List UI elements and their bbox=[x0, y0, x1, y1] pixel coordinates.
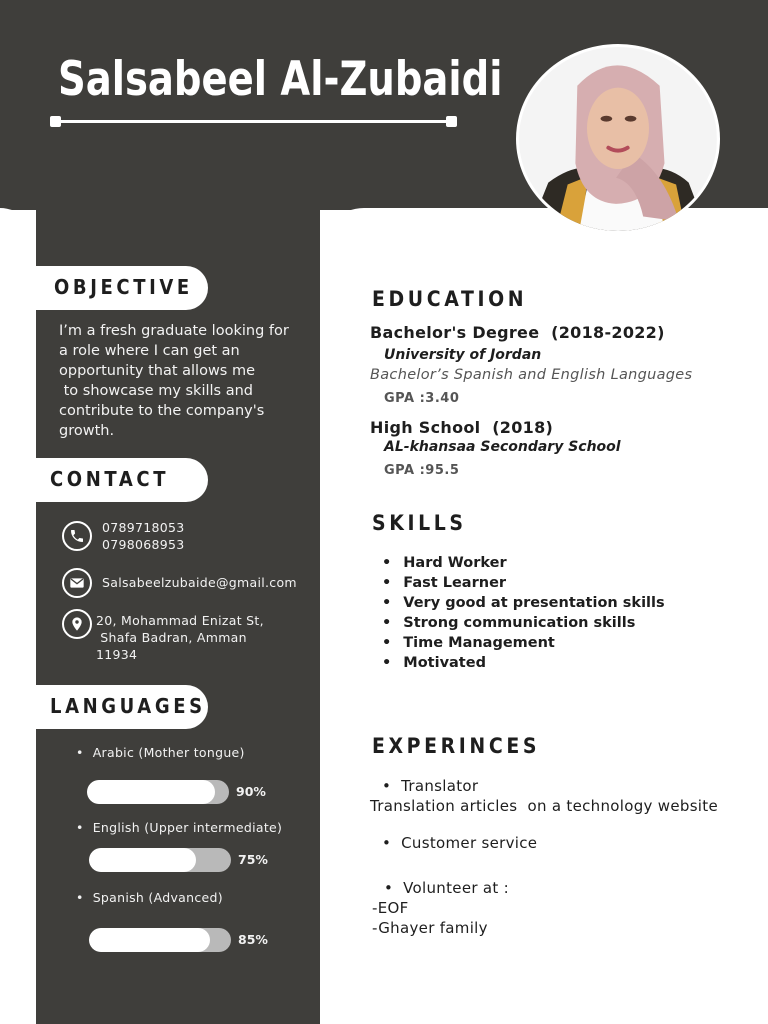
skill-item: • Time Management bbox=[382, 633, 665, 653]
experience-translator: • Translator bbox=[382, 777, 478, 795]
highschool-institution: AL-khansaa Secondary School bbox=[384, 439, 621, 455]
language-percent-english: 75% bbox=[238, 852, 268, 867]
contact-heading: CONTACT bbox=[50, 467, 170, 491]
language-percent-spanish: 85% bbox=[238, 932, 268, 947]
bachelor-institution: University of Jordan bbox=[384, 347, 542, 363]
objective-line: to showcase my skills and bbox=[59, 383, 253, 399]
language-bar-english bbox=[89, 848, 231, 872]
language-bar-arabic bbox=[87, 780, 229, 804]
skills-list bbox=[382, 553, 665, 673]
objective-line: I’m a fresh graduate looking for bbox=[59, 323, 289, 339]
language-bar-fill bbox=[87, 780, 215, 804]
phone-icon bbox=[62, 521, 92, 551]
phone-number-2[interactable]: 0798068953 bbox=[102, 537, 185, 552]
language-bar-fill bbox=[89, 848, 196, 872]
objective-line: growth. bbox=[59, 423, 115, 439]
objective-heading: OBJECTIVE bbox=[54, 275, 193, 299]
objective-line: a role where I can get an bbox=[59, 343, 240, 359]
email-address[interactable]: Salsabeelzubaide@gmail.com bbox=[102, 575, 297, 590]
candidate-name: Salsabeel Al-Zubaidi bbox=[58, 52, 503, 107]
underline-left-cap bbox=[50, 116, 61, 127]
left-white-strip bbox=[0, 208, 36, 1024]
phone-numbers bbox=[102, 519, 185, 553]
education-heading: EDUCATION bbox=[372, 287, 528, 311]
profile-photo bbox=[516, 44, 720, 234]
address-line: 11934 bbox=[96, 647, 138, 662]
skill-item: • Motivated bbox=[382, 653, 665, 673]
bachelor-degree: Bachelor's Degree (2018-2022) bbox=[370, 323, 665, 342]
objective-line: opportunity that allows me bbox=[59, 363, 256, 379]
volunteer-org: -EOF bbox=[372, 899, 409, 917]
objective-text bbox=[59, 321, 299, 441]
location-pin-icon bbox=[62, 609, 92, 639]
volunteer-org: -Ghayer family bbox=[372, 919, 488, 937]
experience-volunteer: • Volunteer at : bbox=[384, 879, 509, 897]
skills-heading: SKILLS bbox=[372, 511, 467, 535]
address-line: 20, Mohammad Enizat St, bbox=[96, 613, 264, 628]
language-bar-spanish bbox=[89, 928, 231, 952]
skill-item: • Strong communication skills bbox=[382, 613, 665, 633]
language-item-arabic: • Arabic (Mother tongue) bbox=[76, 745, 245, 760]
address bbox=[96, 612, 264, 663]
languages-heading: LANGUAGES bbox=[50, 694, 206, 718]
highschool-degree: High School (2018) bbox=[370, 418, 554, 437]
highschool-gpa: GPA :95.5 bbox=[384, 463, 460, 478]
bachelor-major: Bachelor’s Spanish and English Languages bbox=[370, 367, 693, 383]
language-bar-fill bbox=[89, 928, 210, 952]
experiences-heading: EXPERINCES bbox=[372, 734, 541, 758]
skill-item: • Very good at presentation skills bbox=[382, 593, 665, 613]
experience-customer-service: • Customer service bbox=[382, 834, 537, 852]
skill-item: • Fast Learner bbox=[382, 573, 665, 593]
skill-item: • Hard Worker bbox=[382, 553, 665, 573]
language-item-english: • English (Upper intermediate) bbox=[76, 820, 282, 835]
language-item-spanish: • Spanish (Advanced) bbox=[76, 890, 223, 905]
profile-photo-illustration bbox=[519, 47, 717, 231]
bachelor-gpa: GPA :3.40 bbox=[384, 391, 460, 406]
email-icon bbox=[62, 568, 92, 598]
underline-right-cap bbox=[446, 116, 457, 127]
phone-number-1[interactable]: 0789718053 bbox=[102, 520, 185, 535]
objective-line: contribute to the company's bbox=[59, 403, 265, 419]
experience-translator-desc: Translation articles on a technology website bbox=[370, 797, 718, 815]
address-line: Shafa Badran, Amman bbox=[96, 630, 247, 645]
language-percent-arabic: 90% bbox=[236, 784, 266, 799]
name-underline bbox=[52, 120, 454, 123]
